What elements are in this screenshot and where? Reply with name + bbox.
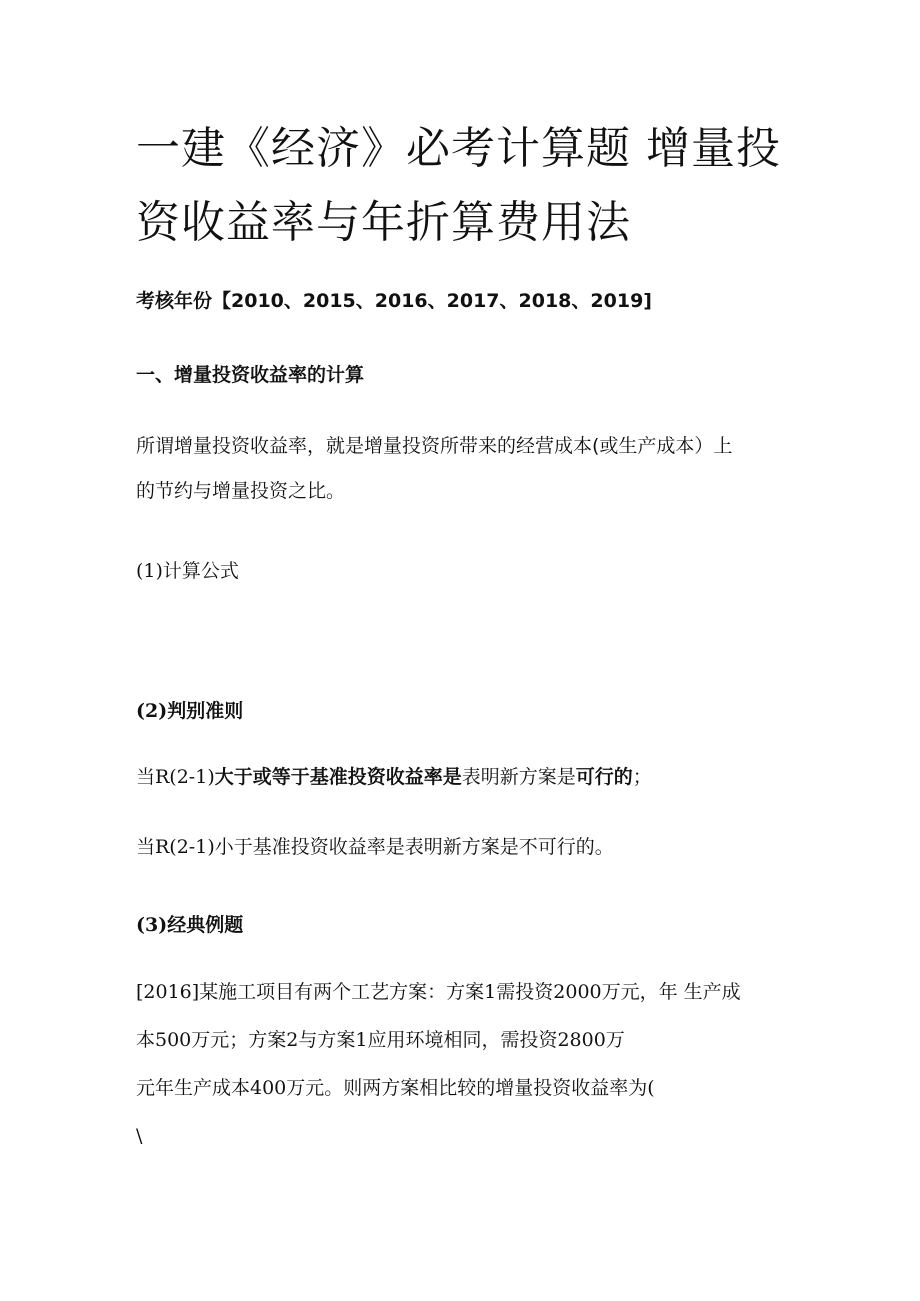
definition-line-2: 的节约与增量投资之比。 xyxy=(136,480,346,502)
definition-paragraph xyxy=(136,424,776,514)
definition-line-1: 所谓增量投资收益率，就是增量投资所带来的经营成本(或生产成本）上 xyxy=(136,435,733,457)
example-question xyxy=(136,968,776,1160)
section-heading-incremental-return: 一、增量投资收益率的计算 xyxy=(136,364,365,386)
criteria-heading: (2)判别准则 xyxy=(136,700,244,722)
criteria-rule-feasible-condition: 大于或等于基准投资收益率是 xyxy=(214,766,462,788)
criteria-rule-feasible xyxy=(136,764,786,790)
criteria-rule-feasible-suffix: ； xyxy=(632,766,652,788)
exam-years-line: 考核年份【2010、2015、2016、2017、2018、2019] xyxy=(136,290,652,312)
criteria-rule-feasible-prefix: 当R(2-1) xyxy=(136,766,215,788)
example-line-3-tail: \ xyxy=(136,1125,143,1147)
formula-heading: (1)计算公式 xyxy=(136,560,239,582)
example-line-1: [2016]某施工项目有两个工艺方案：方案1需投资2000万元，年 生产成 xyxy=(136,981,741,1003)
criteria-rule-feasible-result: 可行的 xyxy=(575,766,633,788)
example-line-3 xyxy=(136,1064,776,1160)
example-line-2: 本500万元；方案2与方案1应用环境相同，需投资2800万 xyxy=(136,1029,625,1051)
criteria-rule-infeasible: 当R(2-1)小于基准投资收益率是表明新方案是不可行的。 xyxy=(136,836,614,858)
example-line-3-text: 元年生产成本400万元。则两方案相比较的增量投资收益率为( xyxy=(136,1077,655,1099)
criteria-rule-feasible-middle: 表明新方案是 xyxy=(461,766,576,788)
page-title: 一建《经济》必考计算题 增量投资收益率与年折算费用法 xyxy=(136,123,781,248)
example-heading: (3)经典例题 xyxy=(136,914,244,936)
